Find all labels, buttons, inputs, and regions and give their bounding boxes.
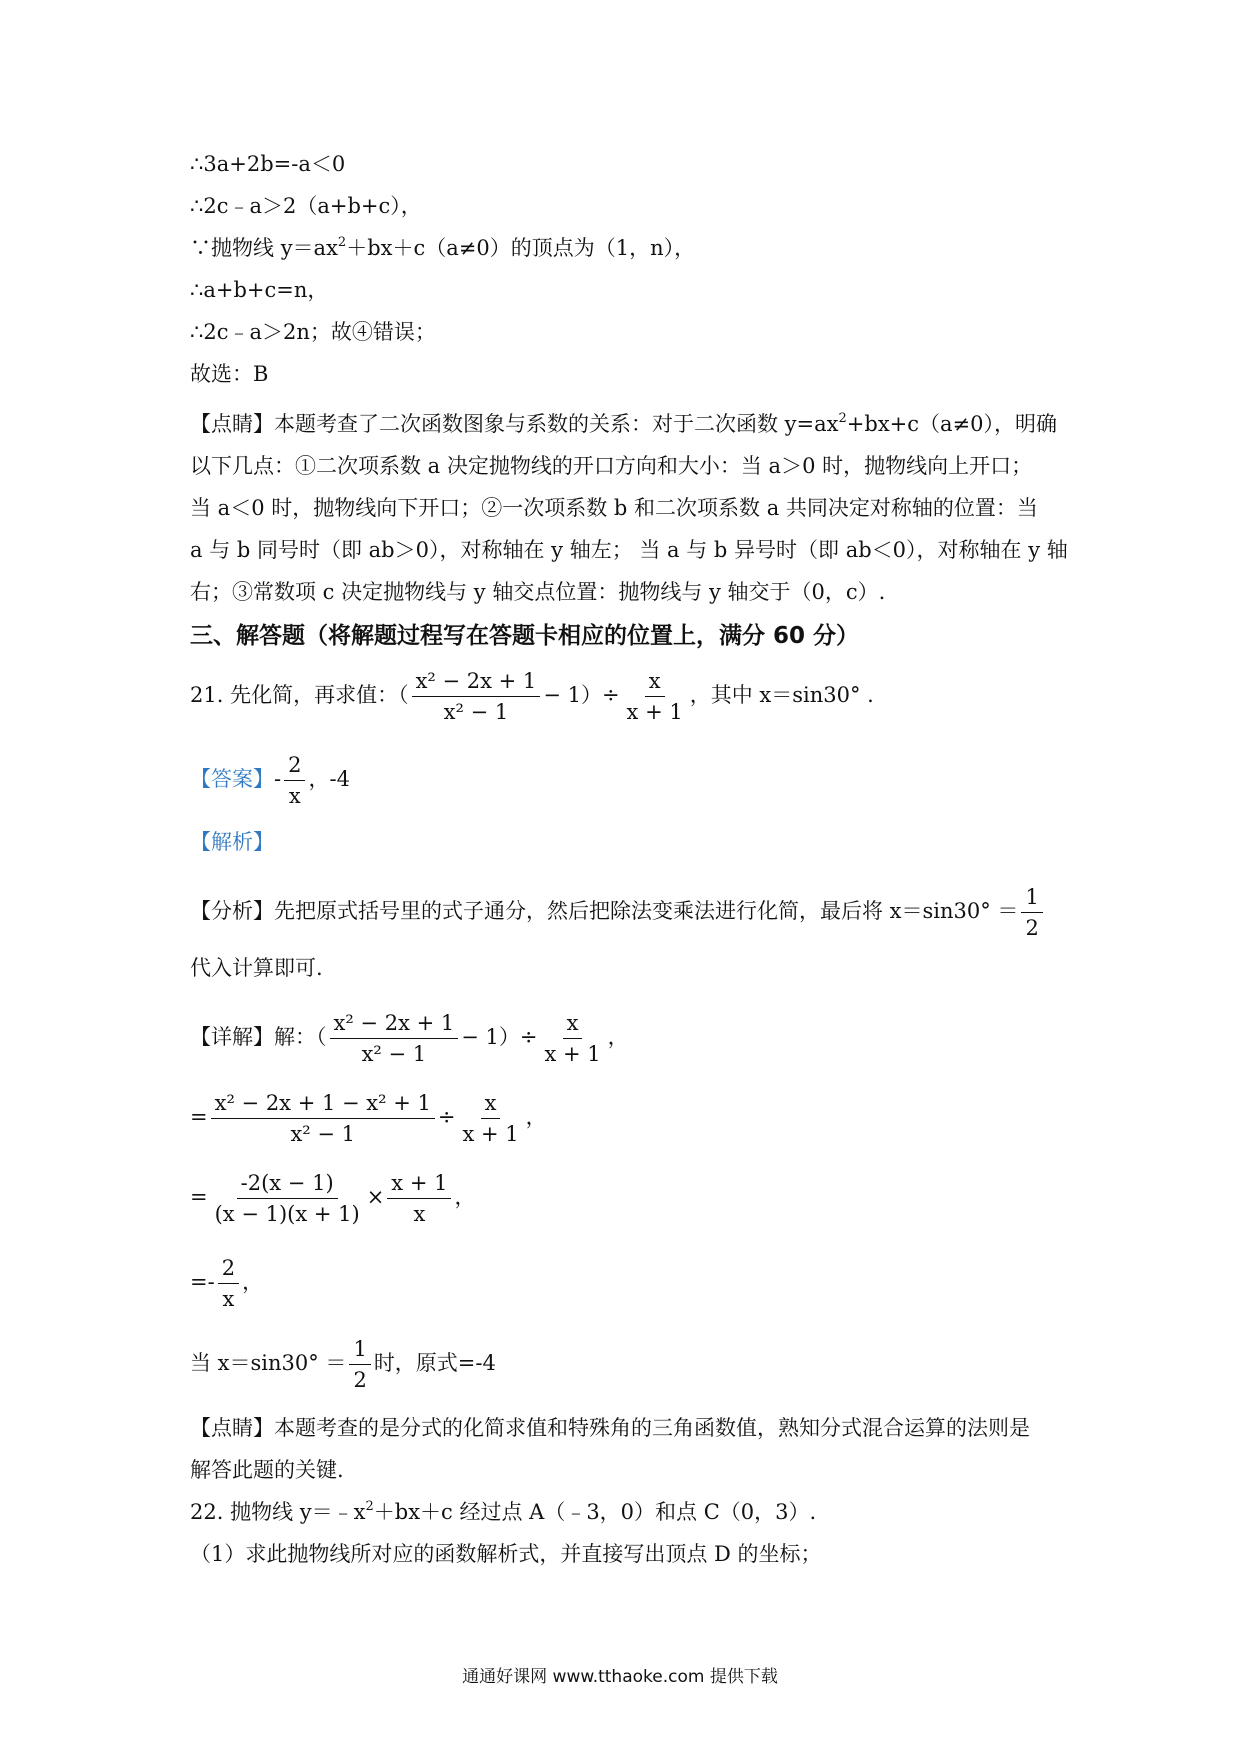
page-footer: 通通好课网 www.tthaoke.com 提供下载 <box>462 1667 778 1687</box>
question-22-line-1: 22. 抛物线 $y=﹣x^2+bx+c$ 经过点 A（﹣3，0）和点 C（0，3）. <box>190 1499 817 1524</box>
fenxi-continuation: 代入计算即可. <box>190 956 323 980</box>
detail-step-3: = $\frac{-2(x - 1)}{(x - 1)(x + 1)}$ × $\frac{x + 1}{x}$ ， <box>190 1171 476 1226</box>
fraction: $\frac{1}{2}$ <box>1021 884 1042 941</box>
dianjing-1-line-4: a 与 b 同号时（即 ab＞0），对称轴在 y 轴左； 当 a 与 b 异号时（即 ab＜0），对称轴在 y 轴 <box>190 538 1068 562</box>
line-3: ∵抛物线 $y=ax^2+bx+c(a\ne 0)$的顶点为（1，n）， <box>190 235 696 260</box>
detail-step-5: 当 x＝sin30° ＝ $\frac{1}{2}$ 时，原式=-4 <box>190 1337 496 1392</box>
fenxi-tag: 【分析】 <box>190 899 274 923</box>
fraction: $\frac{x + 1}{x}$ <box>387 1170 451 1227</box>
dianjing-1-line-1: 【点睛】本题考查了二次函数图象与系数的关系：对于二次函数 $y=ax^2+bx+c(a\ne 0)$，明确 <box>190 411 1057 436</box>
fraction: $\frac{2}{x}$ <box>284 752 305 809</box>
dianjing-2-line-1: 【点睛】本题考查的是分式的化简求值和特殊角的三角函数值，熟知分式混合运算的法则是 <box>190 1416 1030 1440</box>
fraction: $\frac{\text{x² − 2x + 1 − x² + 1}}{\text{x² − 1}}$ <box>211 1090 435 1147</box>
dianjing-tag: 【点睛】 <box>190 412 274 436</box>
detail-step-4: =- $\frac{2}{x}$ ， <box>190 1256 264 1311</box>
fraction: $\frac{1}{2}$ <box>349 1336 370 1393</box>
fenxi-line: 【分析】先把原式括号里的式子通分，然后把除法变乘法进行化简，最后将 x＝sin30° ＝ $\frac{1}{2}$ <box>190 884 1046 941</box>
detail-step-2: = $\frac{\text{x² − 2x + 1 − x² + 1}}{\text{x² − 1}}$ ÷ $\frac{x}{x + 1}$ ， <box>190 1091 547 1146</box>
question-22-line-2: （1）求此抛物线所对应的函数解析式，并直接写出顶点 D 的坐标； <box>190 1542 822 1566</box>
dianjing-1-line-3: 当 a＜0 时，抛物线向下开口；②一次项系数 b 和二次项系数 a 共同决定对称轴的位置：当 <box>190 496 1038 520</box>
fraction: $\frac{2}{x}$ <box>218 1255 239 1312</box>
dianjing-tag: 【点睛】 <box>190 1416 274 1440</box>
detail-tag: 【详解】 <box>190 1025 274 1049</box>
jiexi-tag: 【解析】 <box>190 830 274 854</box>
fraction: $\frac{\text{x² − 2x + 1}}{\text{x² − 1}}$ <box>330 1010 459 1067</box>
dianjing-2-line-2: 解答此题的关键. <box>190 1458 344 1482</box>
fraction: $\frac{-2(x - 1)}{(x - 1)(x + 1)}$ <box>214 1171 360 1226</box>
question-21: 21. 先化简，再求值：（ $\frac{\text{x² − 2x + 1}}{\text{x² − 1}}$ − 1）÷ $\frac{x}{x + 1}$ ，其中 x＝sin30° . <box>190 669 874 724</box>
fraction: $\frac{x}{x + 1}$ <box>626 669 683 724</box>
line-2: ∴2c﹣a＞2（a+b+c）， <box>190 194 422 218</box>
detail-step-1: 【详解】解：（ $\frac{\text{x² − 2x + 1}}{\text{x² − 1}}$ − 1）÷ $\frac{x}{x + 1}$ ， <box>190 1011 629 1066</box>
line-6: 故选：B <box>190 362 269 386</box>
fraction: $\frac{\text{x² − 2x + 1}}{\text{x² − 1}}$ <box>412 668 541 725</box>
answer-line: 【答案】- $\frac{2}{x}$ ，-4 <box>190 753 350 808</box>
fraction: $\frac{x}{x + 1}$ <box>544 1011 601 1066</box>
fraction: $\frac{x}{x + 1}$ <box>462 1091 519 1146</box>
line-4: ∴a+b+c=n， <box>190 278 329 302</box>
line-5: ∴2c﹣a＞2n；故④错误； <box>190 320 436 344</box>
dianjing-1-line-2: 以下几点：①二次项系数 a 决定抛物线的开口方向和大小：当 a＞0 时，抛物线向上开口； <box>190 454 1033 478</box>
line-1: ∴3a+2b=-a＜0 <box>190 152 346 176</box>
answer-tag: 【答案】 <box>190 767 274 791</box>
section-heading: 三、解答题（将解题过程写在答题卡相应的位置上，满分 60 分） <box>190 623 860 649</box>
dianjing-1-line-5: 右；③常数项 c 决定抛物线与 y 轴交点位置：抛物线与 y 轴交于（0，c）. <box>190 580 886 604</box>
